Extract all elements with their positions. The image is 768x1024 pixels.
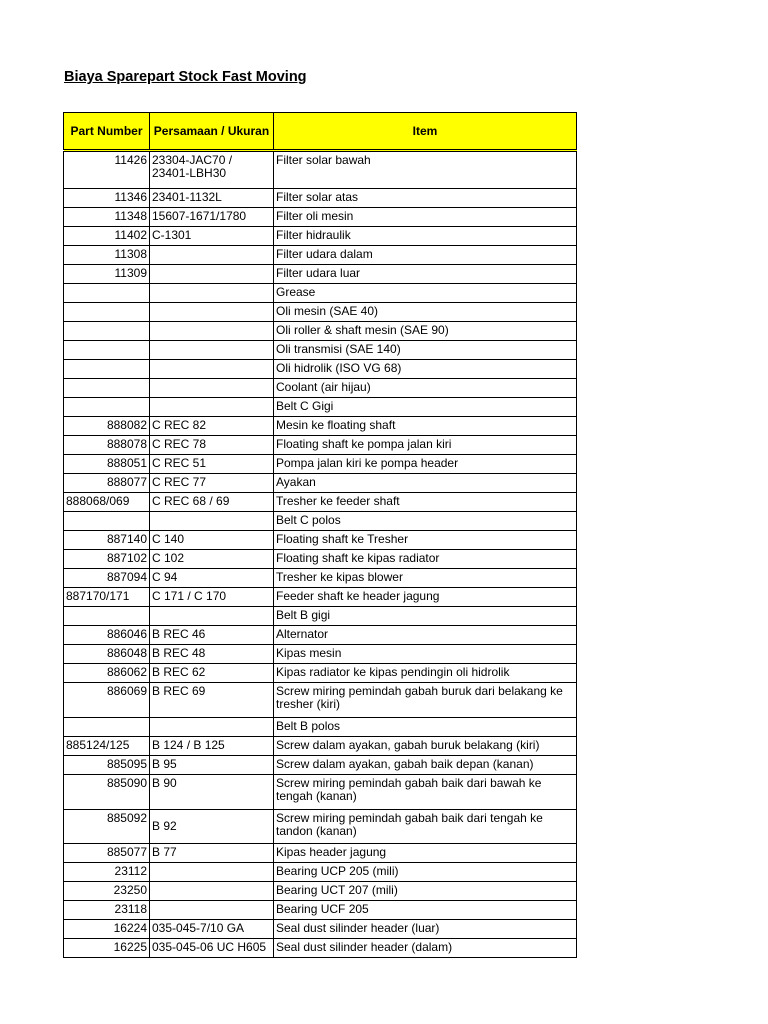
part-number-cell: 885092 bbox=[64, 810, 150, 844]
item-cell: Bearing UCT 207 (mili) bbox=[274, 882, 577, 901]
persamaan-cell bbox=[150, 398, 274, 417]
table-row bbox=[64, 645, 577, 664]
table-row bbox=[64, 569, 577, 588]
item-cell: Kipas radiator ke kipas pendingin oli hidrolik bbox=[274, 664, 577, 683]
persamaan-cell bbox=[150, 246, 274, 265]
part-number-cell bbox=[64, 341, 150, 360]
table-row bbox=[64, 417, 577, 436]
persamaan-cell: B REC 69 bbox=[150, 683, 274, 718]
part-number-cell bbox=[64, 284, 150, 303]
part-number-cell: 885090 bbox=[64, 775, 150, 810]
part-number-cell bbox=[64, 718, 150, 737]
persamaan-cell: B 95 bbox=[150, 756, 274, 775]
item-cell: Oli transmisi (SAE 140) bbox=[274, 341, 577, 360]
persamaan-cell: C 140 bbox=[150, 531, 274, 550]
item-cell: Belt B gigi bbox=[274, 607, 577, 626]
part-number-cell: 23250 bbox=[64, 882, 150, 901]
table-row bbox=[64, 664, 577, 683]
item-cell: Belt C polos bbox=[274, 512, 577, 531]
persamaan-cell bbox=[150, 303, 274, 322]
part-number-cell: 886048 bbox=[64, 645, 150, 664]
part-number-cell: 888077 bbox=[64, 474, 150, 493]
part-number-cell: 886046 bbox=[64, 626, 150, 645]
table-row bbox=[64, 360, 577, 379]
table-row bbox=[64, 341, 577, 360]
item-cell: Bearing UCF 205 bbox=[274, 901, 577, 920]
persamaan-cell bbox=[150, 341, 274, 360]
persamaan-cell: C REC 51 bbox=[150, 455, 274, 474]
part-number-cell: 11346 bbox=[64, 189, 150, 208]
table-row bbox=[64, 901, 577, 920]
persamaan-cell bbox=[150, 322, 274, 341]
persamaan-cell: C 171 / C 170 bbox=[150, 588, 274, 607]
header-part-number: Part Number bbox=[64, 113, 150, 151]
item-cell: Grease bbox=[274, 284, 577, 303]
part-number-cell: 885124/125 bbox=[64, 737, 150, 756]
table-row bbox=[64, 189, 577, 208]
part-number-cell: 888051 bbox=[64, 455, 150, 474]
item-cell: Filter solar bawah bbox=[274, 151, 577, 189]
table-row bbox=[64, 246, 577, 265]
persamaan-cell bbox=[150, 284, 274, 303]
persamaan-cell: B 92 bbox=[150, 810, 274, 844]
item-cell: Tresher ke kipas blower bbox=[274, 569, 577, 588]
item-cell: Kipas header jagung bbox=[274, 844, 577, 863]
table-row bbox=[64, 512, 577, 531]
table-row bbox=[64, 265, 577, 284]
table-row bbox=[64, 474, 577, 493]
part-number-cell: 23112 bbox=[64, 863, 150, 882]
item-cell: Screw miring pemindah gabah baik dari bawah ke tengah (kanan) bbox=[274, 775, 577, 810]
table-row bbox=[64, 863, 577, 882]
item-cell: Screw miring pemindah gabah baik dari tengah ke tandon (kanan) bbox=[274, 810, 577, 844]
persamaan-cell: C-1301 bbox=[150, 227, 274, 246]
table-row bbox=[64, 882, 577, 901]
table-row bbox=[64, 737, 577, 756]
persamaan-cell bbox=[150, 512, 274, 531]
persamaan-cell: C 102 bbox=[150, 550, 274, 569]
part-number-cell: 11426 bbox=[64, 151, 150, 189]
persamaan-cell: B REC 48 bbox=[150, 645, 274, 664]
item-cell: Filter udara dalam bbox=[274, 246, 577, 265]
persamaan-cell: B REC 46 bbox=[150, 626, 274, 645]
item-cell: Feeder shaft ke header jagung bbox=[274, 588, 577, 607]
persamaan-cell: 15607-1671/1780 bbox=[150, 208, 274, 227]
table-row bbox=[64, 939, 577, 958]
part-number-cell: 887170/171 bbox=[64, 588, 150, 607]
persamaan-cell: B 77 bbox=[150, 844, 274, 863]
item-cell: Screw miring pemindah gabah buruk dari belakang ke tresher (kiri) bbox=[274, 683, 577, 718]
table-row bbox=[64, 718, 577, 737]
item-cell: Oli hidrolik (ISO VG 68) bbox=[274, 360, 577, 379]
persamaan-cell: B REC 62 bbox=[150, 664, 274, 683]
part-number-cell: 886069 bbox=[64, 683, 150, 718]
table-row bbox=[64, 322, 577, 341]
part-number-cell: 11308 bbox=[64, 246, 150, 265]
item-cell: Seal dust silinder header (dalam) bbox=[274, 939, 577, 958]
table-row bbox=[64, 588, 577, 607]
header-row bbox=[64, 113, 577, 151]
persamaan-cell: 035-045-7/10 GA bbox=[150, 920, 274, 939]
item-cell: Filter oli mesin bbox=[274, 208, 577, 227]
table-row bbox=[64, 151, 577, 189]
item-cell: Bearing UCP 205 (mili) bbox=[274, 863, 577, 882]
persamaan-cell bbox=[150, 863, 274, 882]
part-number-cell bbox=[64, 303, 150, 322]
item-cell: Floating shaft ke pompa jalan kiri bbox=[274, 436, 577, 455]
table-row bbox=[64, 550, 577, 569]
persamaan-cell bbox=[150, 901, 274, 920]
table-row bbox=[64, 683, 577, 718]
sheet-title: Biaya Sparepart Stock Fast Moving bbox=[64, 69, 307, 85]
table-row bbox=[64, 227, 577, 246]
table-row bbox=[64, 531, 577, 550]
item-cell: Filter hidraulik bbox=[274, 227, 577, 246]
part-number-cell: 887140 bbox=[64, 531, 150, 550]
persamaan-cell: C REC 77 bbox=[150, 474, 274, 493]
item-cell: Floating shaft ke kipas radiator bbox=[274, 550, 577, 569]
persamaan-cell: C 94 bbox=[150, 569, 274, 588]
persamaan-cell: B 90 bbox=[150, 775, 274, 810]
item-cell: Kipas mesin bbox=[274, 645, 577, 664]
persamaan-cell: 035-045-06 UC H605 bbox=[150, 939, 274, 958]
table-row bbox=[64, 810, 577, 844]
part-number-cell: 886062 bbox=[64, 664, 150, 683]
part-number-cell bbox=[64, 360, 150, 379]
item-cell: Coolant (air hijau) bbox=[274, 379, 577, 398]
part-number-cell: 888078 bbox=[64, 436, 150, 455]
header-persamaan-ukuran: Persamaan / Ukuran bbox=[150, 113, 274, 151]
item-cell: Alternator bbox=[274, 626, 577, 645]
part-number-cell: 16225 bbox=[64, 939, 150, 958]
table-row bbox=[64, 626, 577, 645]
persamaan-cell bbox=[150, 265, 274, 284]
item-cell: Belt B polos bbox=[274, 718, 577, 737]
part-number-cell: 887094 bbox=[64, 569, 150, 588]
table-row bbox=[64, 455, 577, 474]
table-row bbox=[64, 303, 577, 322]
item-cell: Filter udara luar bbox=[274, 265, 577, 284]
persamaan-cell: 23304-JAC70 / 23401-LBH30 bbox=[150, 151, 274, 189]
table-row bbox=[64, 379, 577, 398]
table-row bbox=[64, 436, 577, 455]
item-cell: Pompa jalan kiri ke pompa header bbox=[274, 455, 577, 474]
persamaan-cell: C REC 82 bbox=[150, 417, 274, 436]
part-number-cell: 11309 bbox=[64, 265, 150, 284]
table-row bbox=[64, 398, 577, 417]
part-number-cell: 888068/069 bbox=[64, 493, 150, 512]
part-number-cell: 11402 bbox=[64, 227, 150, 246]
item-cell: Mesin ke floating shaft bbox=[274, 417, 577, 436]
table-row bbox=[64, 756, 577, 775]
persamaan-cell bbox=[150, 607, 274, 626]
item-cell: Screw dalam ayakan, gabah baik depan (kanan) bbox=[274, 756, 577, 775]
item-cell: Belt C Gigi bbox=[274, 398, 577, 417]
header-item: Item bbox=[274, 113, 577, 151]
part-number-cell: 888082 bbox=[64, 417, 150, 436]
part-number-cell: 887102 bbox=[64, 550, 150, 569]
persamaan-cell bbox=[150, 379, 274, 398]
persamaan-cell: 23401-1132L bbox=[150, 189, 274, 208]
part-number-cell bbox=[64, 607, 150, 626]
part-number-cell: 16224 bbox=[64, 920, 150, 939]
item-cell: Tresher ke feeder shaft bbox=[274, 493, 577, 512]
part-number-cell bbox=[64, 398, 150, 417]
part-number-cell: 885095 bbox=[64, 756, 150, 775]
persamaan-cell bbox=[150, 360, 274, 379]
persamaan-cell bbox=[150, 718, 274, 737]
part-number-cell: 11348 bbox=[64, 208, 150, 227]
item-cell: Filter solar atas bbox=[274, 189, 577, 208]
item-cell: Screw dalam ayakan, gabah buruk belakang (kiri) bbox=[274, 737, 577, 756]
table-row bbox=[64, 844, 577, 863]
persamaan-cell: B 124 / B 125 bbox=[150, 737, 274, 756]
part-number-cell: 23118 bbox=[64, 901, 150, 920]
item-cell: Oli mesin (SAE 40) bbox=[274, 303, 577, 322]
table-row bbox=[64, 607, 577, 626]
persamaan-cell: C REC 78 bbox=[150, 436, 274, 455]
table-row bbox=[64, 493, 577, 512]
table-row bbox=[64, 284, 577, 303]
table-row bbox=[64, 775, 577, 810]
table-row bbox=[64, 920, 577, 939]
part-number-cell: 885077 bbox=[64, 844, 150, 863]
part-number-cell bbox=[64, 512, 150, 531]
sparepart-table bbox=[63, 112, 577, 958]
item-cell: Ayakan bbox=[274, 474, 577, 493]
item-cell: Oli roller & shaft mesin (SAE 90) bbox=[274, 322, 577, 341]
item-cell: Seal dust silinder header (luar) bbox=[274, 920, 577, 939]
part-number-cell bbox=[64, 322, 150, 341]
table-row bbox=[64, 208, 577, 227]
persamaan-cell: C REC 68 / 69 bbox=[150, 493, 274, 512]
part-number-cell bbox=[64, 379, 150, 398]
persamaan-cell bbox=[150, 882, 274, 901]
item-cell: Floating shaft ke Tresher bbox=[274, 531, 577, 550]
